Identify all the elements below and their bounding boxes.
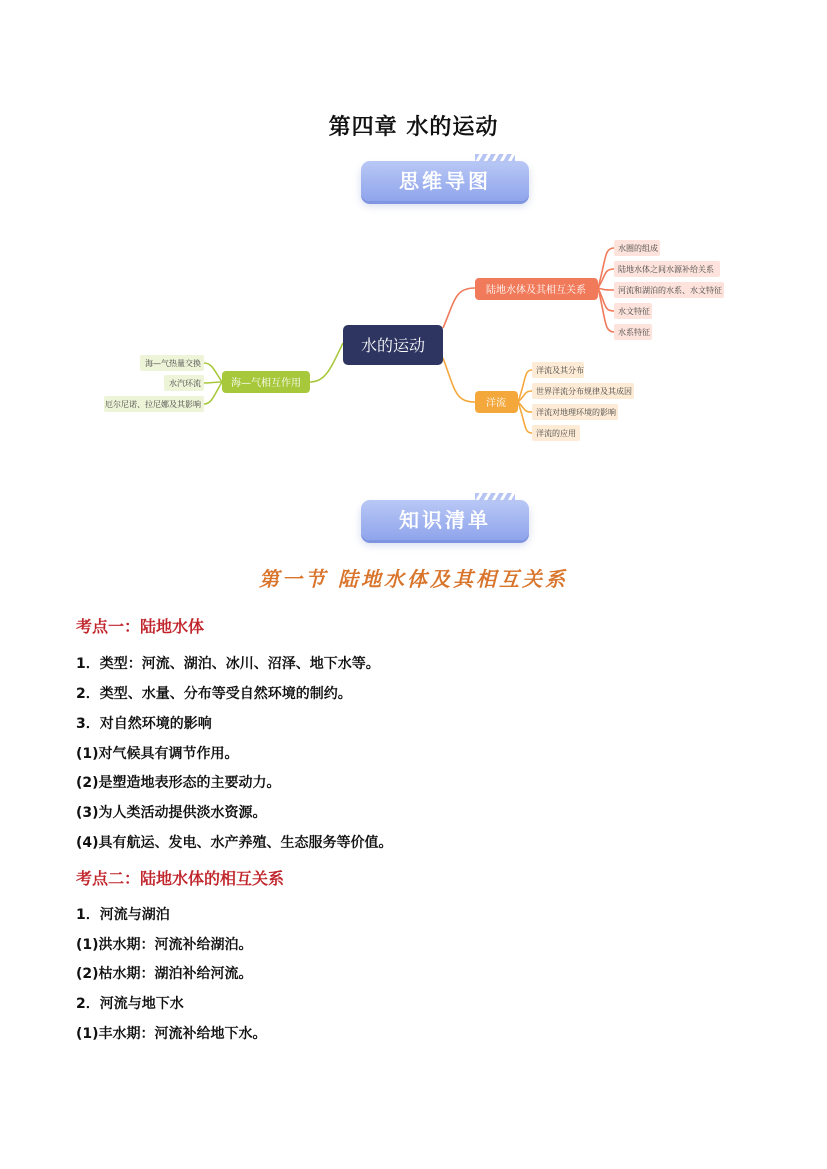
leaf-rb-1-label: 世界洋流分布规律及其成因	[536, 387, 632, 396]
mindmap	[0, 230, 827, 450]
leaf-l-1-label: 水汽环流	[169, 379, 201, 388]
leaf-l-2-label: 厄尔尼诺、拉尼娜及其影响	[105, 400, 201, 409]
leaf-l-0-label: 海—气热量交换	[145, 359, 201, 368]
leaf-rt-3-label: 水文特征	[618, 307, 650, 316]
banner-stripes-decoration	[475, 493, 515, 502]
kaodian2-line: 2．河流与地下水	[76, 996, 184, 1012]
kaodian2-line: 1．河流与湖泊	[76, 907, 170, 923]
banner-stripes-decoration	[475, 154, 515, 163]
kaodian1-line: (4)具有航运、发电、水产养殖、生态服务等价值。	[76, 835, 393, 851]
kaodian1-line: 2．类型、水量、分布等受自然环境的制约。	[76, 686, 352, 702]
mindmap-center-label: 水的运动	[360, 336, 426, 355]
kaodian2-line: (1)丰水期：河流补给地下水。	[76, 1026, 267, 1042]
kaodian1-heading: 考点一：陆地水体	[76, 617, 205, 636]
kaodian2-heading: 考点二：陆地水体的相互关系	[76, 869, 285, 888]
kaodian1-line: (1)对气候具有调节作用。	[76, 746, 239, 762]
kaodian1-line: (2)是塑造地表形态的主要动力。	[76, 775, 281, 791]
leaf-rb-0-label: 洋流及其分布	[536, 366, 584, 375]
knowledge-banner-label: 知识清单	[399, 508, 491, 532]
leaf-rb-2-label: 洋流对地理环境的影响	[536, 408, 616, 417]
kaodian2-line: (2)枯水期：湖泊补给河流。	[76, 966, 253, 982]
section-title: 第一节 陆地水体及其相互关系	[259, 567, 568, 591]
branch-right-bottom-label: 洋流	[486, 398, 506, 409]
leaf-rt-4-label: 水系特征	[618, 328, 650, 337]
connector-right-top	[443, 288, 475, 328]
mindmap-banner-label: 思维导图	[399, 169, 491, 193]
connector-right-bottom	[443, 358, 475, 402]
leaf-rt-2-label: 河流和湖泊的水系、水文特征	[618, 286, 722, 295]
leaf-rt-0-label: 水圈的组成	[618, 244, 658, 253]
kaodian1-line: 3．对自然环境的影响	[76, 716, 212, 732]
branch-left-label: 海—气相互作用	[231, 378, 301, 389]
kaodian1-line: (3)为人类活动提供淡水资源。	[76, 805, 267, 821]
kaodian2-line: (1)洪水期：河流补给湖泊。	[76, 937, 253, 953]
mindmap-banner	[361, 161, 529, 201]
chapter-title: 第四章 水的运动	[328, 115, 499, 140]
knowledge-banner	[361, 500, 529, 540]
leaf-rb-3-label: 洋流的应用	[536, 429, 576, 438]
kaodian1-line: 1．类型：河流、湖泊、冰川、沼泽、地下水等。	[76, 656, 380, 672]
branch-right-top-label: 陆地水体及其相互关系	[486, 285, 586, 296]
leaf-rt-1-label: 陆地水体之间水源补给关系	[618, 265, 714, 274]
connector-left	[310, 343, 343, 382]
